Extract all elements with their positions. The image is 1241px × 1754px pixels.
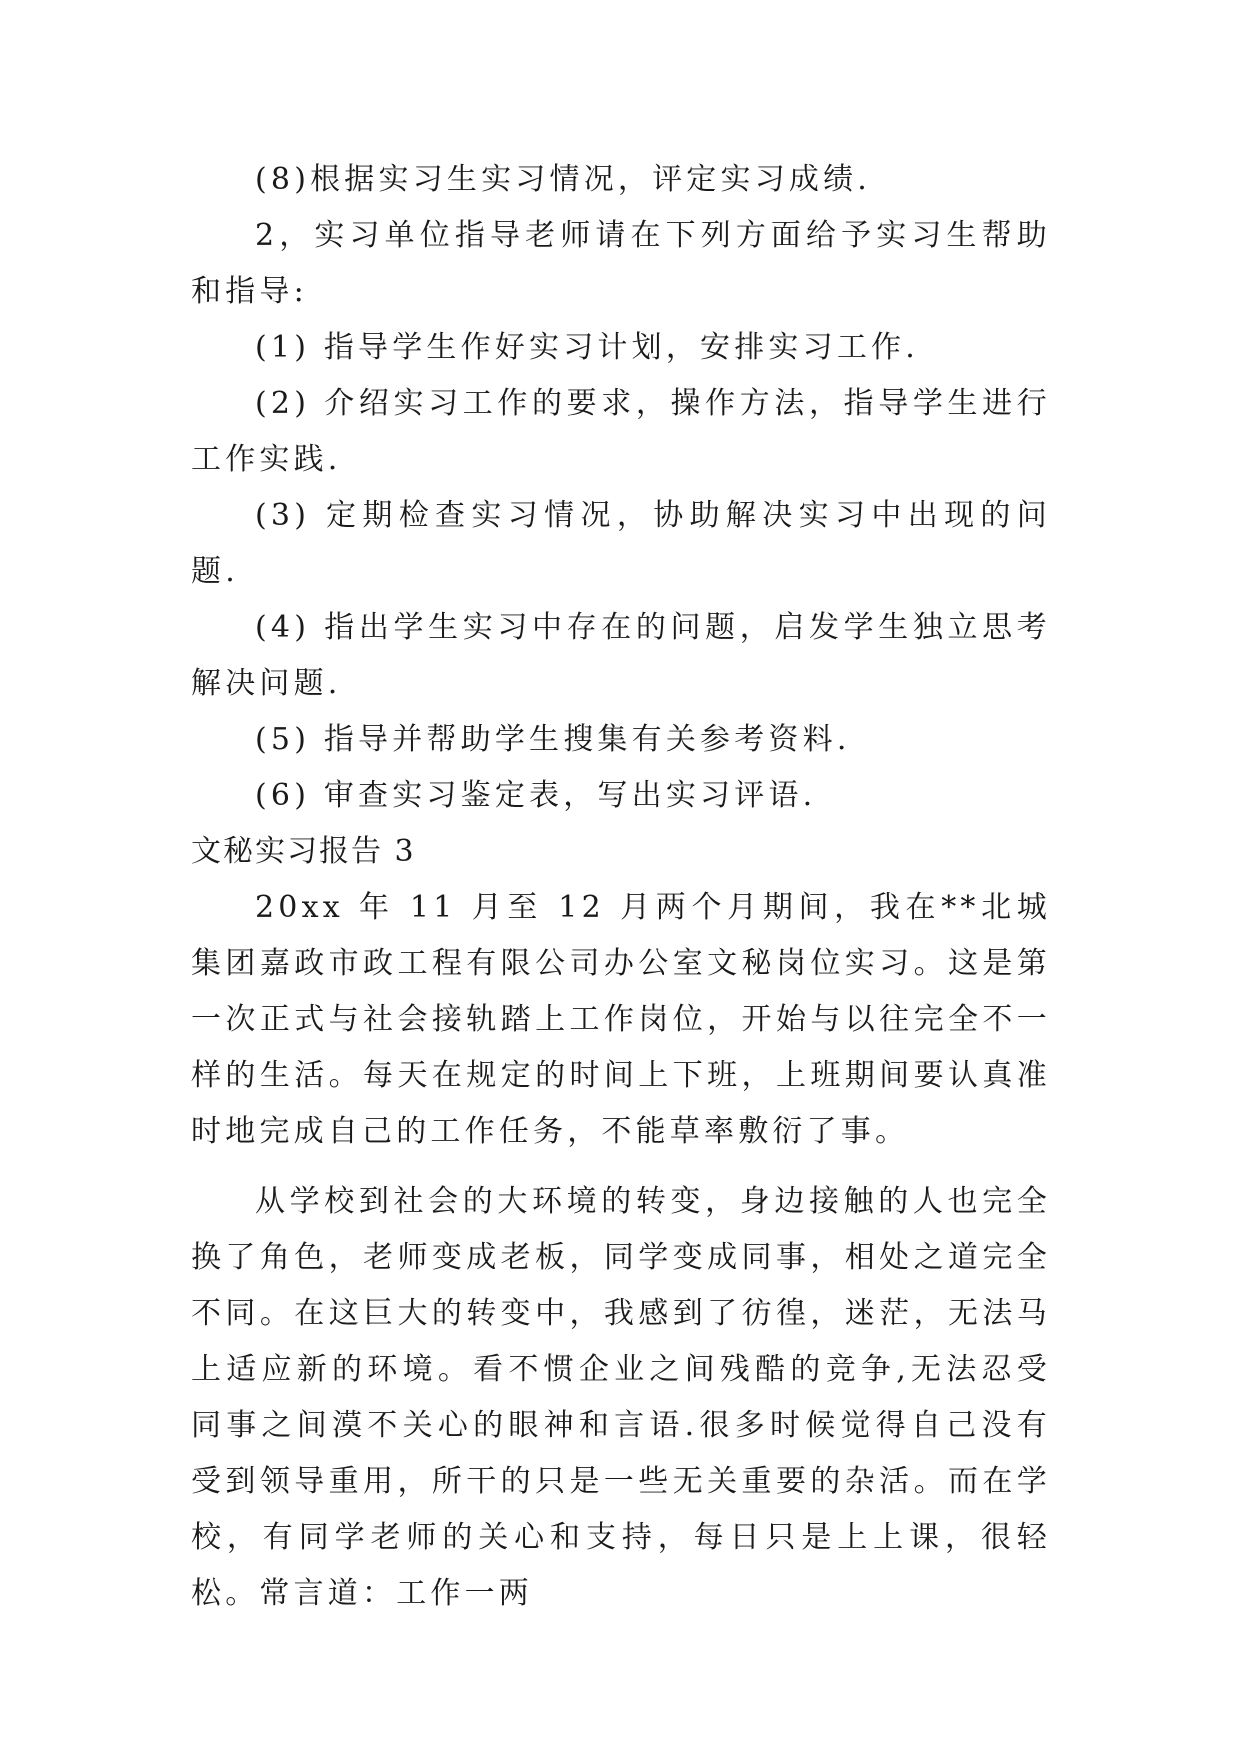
paragraph-item-4: (4) 指出学生实习中存在的问题，启发学生独立思考解决问题. bbox=[191, 610, 1051, 701]
paragraph-item-3: (3) 定期检查实习情况，协助解决实习中出现的问题. bbox=[191, 498, 1051, 589]
paragraph-section-2: 2，实习单位指导老师请在下列方面给予实习生帮助和指导: bbox=[191, 218, 1051, 309]
paragraph-item-8: (8)根据实习生实习情况，评定实习成绩. bbox=[255, 162, 872, 197]
paragraph-item-5: (5) 指导并帮助学生搜集有关参考资料. bbox=[255, 722, 851, 757]
document-text bbox=[191, 152, 1051, 1622]
section-title: 文秘实习报告 3 bbox=[191, 834, 416, 869]
body-paragraph: 20xx 年 11 月至 12 月两个月期间，我在**北城集团嘉政市政工程有限公司办公室文秘岗位实习。这是第一次正式与社会接轨踏上工作岗位，开始与以往完全不一样的生活。每天在规定的时间上下班，上班期间要认真准时地完成自己的工作任务，不能草率敷衍了事。 bbox=[191, 890, 1051, 1149]
body-paragraph: 从学校到社会的大环境的转变，身边接触的人也完全换了角色，老师变成老板，同学变成同事，相处之道完全不同。在这巨大的转变中，我感到了彷徨，迷茫，无法马上适应新的环境。看不惯企业之间残酷的竞争,无法忍受同事之间漠不关心的眼神和言语.很多时候觉得自己没有受到领导重用，所干的只是一些无关重要的杂活。而在学校，有同学老师的关心和支持，每日只是上上课，很轻松。常言道：工作一两 bbox=[191, 1184, 1051, 1611]
paragraph-item-6: (6) 审查实习鉴定表，写出实习评语. bbox=[255, 778, 817, 813]
paragraph-item-2: (2) 介绍实习工作的要求，操作方法，指导学生进行工作实践. bbox=[191, 386, 1051, 477]
paragraph-item-1: (1) 指导学生作好实习计划，安排实习工作. bbox=[255, 330, 919, 365]
